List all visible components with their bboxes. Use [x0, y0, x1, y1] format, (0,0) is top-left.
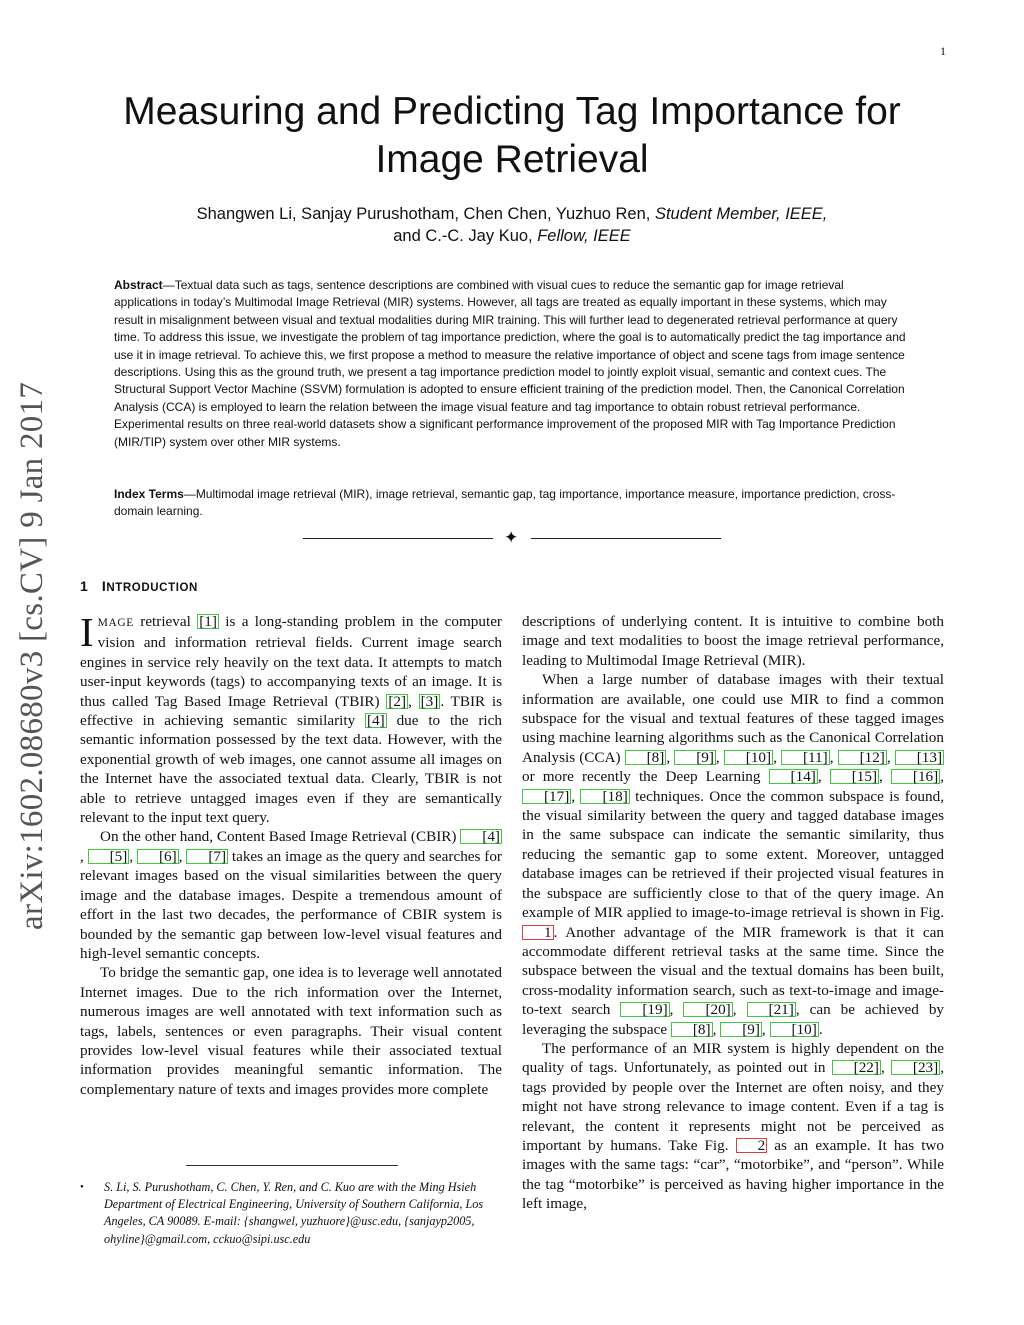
citation-link[interactable]: [22] [832, 1060, 881, 1075]
text-run: The performance of an MIR system is highly dependent on the quality of tags. Unfortunately, as pointed out in [522, 1039, 944, 1077]
citation-link[interactable]: [14] [769, 769, 818, 784]
citation-link[interactable]: [11] [781, 750, 830, 765]
citation-link[interactable]: [10] [770, 1022, 819, 1037]
punctuation: , [761, 1020, 770, 1038]
punctuation: , [886, 748, 895, 766]
citation-link[interactable]: [9] [674, 750, 716, 765]
punctuation: , [666, 748, 675, 766]
footnote-text: S. Li, S. Purushotham, C. Chen, Y. Ren, and C. Kuo are with the Ming Hsieh Department of Electrical Engineering, University of Southern California, Los Angeles, CA 90089. E-mail: {shangwel, yuzhuore}@usc.edu, {sanjayp2005, ohyline}@gmail.com, cckuo@sipi.usc.edu [104, 1180, 484, 1246]
citation-link[interactable]: [19] [620, 1002, 669, 1017]
punctuation: , [773, 748, 781, 766]
section-divider-line [531, 538, 721, 539]
text-run: To bridge the semantic gap, one idea is to leverage well annotated Internet images. Due to the rich information over the Internet, numerous images are well annotated with text information such as tags, labels, sentences or even paragraphs. Their visual content provides low-level visual features while their associated textual information provides meaningful semantic information. The complementary nature of texts and images provides more complete [80, 964, 502, 1098]
text-run: retrieval [133, 613, 198, 630]
citation-link[interactable]: [17] [522, 789, 571, 804]
index-terms-text: —Multimodal image retrieval (MIR), image retrieval, semantic gap, tag importance, importance measure, importance prediction, cross-domain learning. [114, 487, 896, 519]
citation-link[interactable]: [6] [137, 849, 179, 864]
punctuation: , [829, 748, 838, 766]
punctuation: , [178, 847, 187, 865]
author-line-2 [100, 225, 924, 247]
text-run: takes an image as the query and searches for relevant images based on the visual similarities between the query image and the database images. Despite a tremendous amount of effort in the last two decades, the performance of CBIR system is bounded by the semantic gap between low-level visual features and high-level semantic concepts. [80, 847, 502, 962]
punctuation: , [712, 1020, 721, 1038]
citation-link[interactable]: [3] [420, 692, 439, 710]
citation-link[interactable]: [8] [671, 1022, 713, 1037]
drop-cap: I [80, 609, 94, 655]
author-names: and C.-C. Jay Kuo, [393, 227, 538, 245]
citation-link[interactable]: [7] [186, 849, 228, 864]
text-run: or more recently the Deep Learning [522, 768, 769, 786]
index-terms-label: Index Terms [114, 487, 184, 501]
bullet-icon: • [80, 1181, 84, 1193]
citation-link[interactable]: [9] [720, 1022, 762, 1037]
text-run: , tags provided by people over the Internet are often noisy, and they might not have strong relevance to image content. Even if a tag is relevant, the content it represents might not be perceived as important by humans. Take Fig. [522, 1059, 944, 1154]
section-title-initial: I [101, 578, 107, 594]
punctuation: , [715, 748, 724, 766]
paragraph [522, 1039, 944, 1214]
punctuation: , [817, 768, 830, 786]
citation-link[interactable]: [21] [747, 1002, 796, 1017]
citation-link[interactable]: [15] [830, 769, 879, 784]
punctuation: , [940, 768, 944, 786]
author-membership: Student Member, IEEE, [654, 205, 828, 223]
punctuation: . [818, 1020, 823, 1038]
citation-link[interactable]: [5] [88, 849, 130, 864]
citation-link[interactable]: [16] [891, 769, 940, 784]
paragraph [522, 612, 944, 670]
citation-link[interactable]: [4] [460, 829, 502, 844]
citation-link[interactable]: [18] [580, 789, 629, 804]
arxiv-identifier: arXiv:1602.08680v3 [cs.CV] 9 Jan 2017 [14, 381, 50, 930]
text-run: due to the rich semantic information possessed by the text data. However, with the exponential growth of web images, one cannot assume all images on the Internet have the associated textual data. Clearly, TBIR is not able to retrieve untagged images even if they are semantically relevant to the input text query. [80, 712, 502, 827]
paragraph [80, 609, 503, 827]
punctuation: , [880, 1059, 885, 1077]
text-run: is a long-standing problem in the computer vision and information retrieval fields. Current image search engines in service rely heavily on the text data. It attempts to match user-input keywords (tags) to accompanying texts of an image. It is thus called Tag Based Image Retrieval (TBIR) [80, 613, 502, 710]
author-line-1 [100, 203, 924, 225]
page-number: 1 [940, 44, 946, 58]
right-column [522, 612, 944, 1214]
text-run: . TBIR is effective in achieving semantic similarity [80, 692, 503, 730]
left-column [80, 609, 503, 1099]
punctuation: , [669, 1001, 684, 1019]
citation-link[interactable]: [1] [199, 613, 217, 630]
author-membership: Fellow, IEEE [537, 227, 631, 245]
citation-link[interactable]: [2] [388, 692, 407, 710]
abstract-text: —Textual data such as tags, sentence descriptions are combined with visual cues to reduce the semantic gap for image retrieval applications in today’s Multimodal Image Retrieval (MIR) systems. However, all tags are treated as equally important in these systems, which may result in misalignment between visual and textual modalities during MIR training. This will further lead to degenerated retrieval performance at query time. To address this issue, we investigate the problem of tag importance prediction, where the goal is to automatically predict the tag importance and use it in image retrieval. To achieve this, we first propose a method to measure the relative importance of object and scene tags from image sentence descriptions. Using this as the ground truth, we present a tag importance prediction model to jointly exploit visual, semantic and context cues. The Structural Support Vector Machine (SSVM) formulation is adopted to ensure efficient training of the prediction model. Then, the Canonical Correlation Analysis (CCA) is employed to learn the relation between the image visual feature and tag importance to obtain robust retrieval performance. Experimental results on three real-world datasets show a significant performance improvement of the proposed MIR with Tag Importance Prediction (MIR/TIP) system over other MIR systems. [114, 278, 906, 449]
section-heading [80, 578, 198, 594]
index-terms [114, 486, 910, 521]
punctuation: , [80, 847, 88, 865]
author-names: Shangwen Li, Sanjay Purushotham, Chen Chen, Yuzhuo Ren, [196, 205, 655, 223]
footnote-rule [186, 1165, 398, 1166]
text-run: , can be achieved by leveraging the subspace [522, 1001, 945, 1038]
citation-link[interactable]: [10] [724, 750, 773, 765]
abstract-label: Abstract [114, 278, 163, 292]
punctuation: , [879, 768, 891, 786]
text-run: techniques. Once the common subspace is found, the visual similarity between the query and tagged database images in the same subspace can indicate the semantic similarity, thus reducing the semantic gap to some extent. Moreover, untagged database images can be retrieved if their projected visual features in the subspace are sufficiently close to that of the query image. An example of MIR applied to image-to-image retrieval is shown in Fig. [522, 787, 945, 922]
citation-link[interactable]: [13] [895, 750, 944, 765]
paper-title: Measuring and Predicting Tag Importance for Image Retrieval [123, 90, 901, 181]
citation-link[interactable]: [4] [367, 712, 385, 730]
punctuation: , [732, 1001, 747, 1019]
citation-link[interactable]: [20] [683, 1002, 732, 1017]
text-run: On the other hand, Content Based Image Retrieval (CBIR) [100, 828, 461, 846]
citation-link[interactable]: [23] [891, 1060, 940, 1075]
smallcaps-word: MAGE [97, 617, 134, 629]
punctuation: , [408, 692, 419, 710]
figure-link[interactable]: 1 [522, 925, 554, 940]
paragraph [522, 670, 944, 1039]
section-divider-line [303, 538, 493, 539]
figure-link[interactable]: 2 [736, 1138, 768, 1153]
text-run: descriptions of underlying content. It is intuitive to combine both image and text modalities to boost the image retrieval performance, leading to Multimodal Image Retrieval (MIR). [522, 613, 944, 669]
section-title-rest: NTRODUCTION [106, 582, 198, 594]
divider-diamond-icon: ✦ [504, 528, 519, 548]
text-run: When a large number of database images with their textual information are available, one could use MIR to find a common subspace for the visual and textual features of these tagged images using machine learning algorithms such as the Canonical Correlation Analysis (CCA) [522, 671, 944, 766]
text-run: as an example. It has two images with the same tags: “car”, “motorbike”, and “person”. While the tag “motorbike” is perceived as having higher importance in the left image, [522, 1136, 944, 1213]
section-number: 1 [80, 578, 89, 594]
abstract [114, 277, 910, 451]
paragraph [80, 963, 502, 1099]
text-run: . Another advantage of the MIR framework is that it can accommodate different retrieval tasks at the same time. Since the subspace between the visual and the textual domains has been built, cross-modality information search, such as text-to-image and image-to-text search [522, 923, 944, 1019]
citation-link[interactable]: [12] [838, 750, 887, 765]
punctuation: , [571, 787, 581, 805]
citation-link[interactable]: [8] [625, 750, 667, 765]
paragraph [80, 827, 502, 963]
punctuation: , [129, 847, 137, 865]
footnote [80, 1179, 502, 1248]
